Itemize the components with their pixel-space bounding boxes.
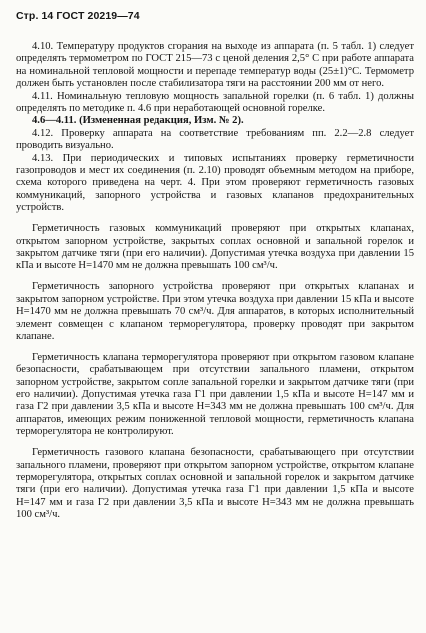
paragraph-safety-valve: Герметичность газового клапана безопасности, срабатывающего при отсутствии запального пламени, проверяют при открытом запорном устройстве, открытом клапане терморегулятора, открытых соплах основной и запальной горелок и закрытом датчике тяги (при его наличии). Допустимая утечка газа Г1 при давлении 1,5 кПа и высоте Н=147 мм и газа Г2 при давлении 3,5 кПа и высоте Н=343 мм не должна превышать 100 см³/ч. bbox=[16, 447, 414, 521]
paragraph-4-13: 4.13. При периодических и типовых испытаниях проверку герметичности газопроводов и мест их соединения (п. 2.10) проводят объемным методом на приборе, схема которого приведена на черт. 4. При этом проверяют герметичность газовых коммуникаций, запорного устройства и газовых клапанов предохранительных устройств. bbox=[16, 152, 414, 214]
paragraph-thermostat-valve: Герметичность клапана терморегулятора проверяют при открытом газовом клапане безопасности, срабатывающем при отсутствии запального пламени, открытом запорном устройстве, закрытом сопле запальной горелки и закрытом датчике тяги (при его наличии). Допустимая утечка газа Г1 при давлении 1,5 кПа и высоте Н=147 мм и газа Г2 при давлении 3,5 кПа и высоте Н=343 мм не должна превышать 100 см³/ч. Для аппаратов, имеющих режим пониженной тепловой мощности, герметичность клапана терморегулятора не контролируют. bbox=[16, 351, 414, 438]
paragraph-4-12: 4.12. Проверку аппарата на соответствие требованиям пп. 2.2—2.8 следует проводить визуально. bbox=[16, 127, 414, 152]
paragraph-gas-communications: Герметичность газовых коммуникаций проверяют при открытых клапанах, открытом запорном устройстве, закрытых соплах основной и запальной горелок и закрытом датчике тяги (при его наличии). Допустимая утечка воздуха при давлении 15 кПа и высоте Н=1470 мм не должна превышать 100 см³/ч. bbox=[16, 223, 414, 272]
paragraph-4-11: 4.11. Номинальную тепловую мощность запальной горелки (п. 6 табл. 1) должны определять по методике п. 4.6 при неработающей основной горелке. bbox=[16, 90, 414, 115]
amendment-note: 4.6—4.11. (Измененная редакция, Изм. № 2). bbox=[32, 115, 244, 127]
document-body bbox=[16, 41, 414, 522]
paragraph-shutoff-device: Герметичность запорного устройства проверяют при открытых клапанах и закрытом запорном устройстве. При этом утечка воздуха при давлении 15 кПа и высоте Н=1470 мм не должна превышать 70 см³/ч. Для аппаратов, в которых исполнительный элемент совмещен с клапаном терморегулятора, проверку проводят при закрытом клапане. bbox=[16, 281, 414, 342]
page-header: Стр. 14 ГОСТ 20219—74 bbox=[16, 10, 140, 22]
paragraph-4-10: 4.10. Температуру продуктов сгорания на выходе из аппарата (п. 5 табл. 1) следует определять термометром по ГОСТ 215—73 с ценой деления 2,5° С при работе аппарата на номинальной тепловой мощности и перепаде температур воды (25±1)°С. Термометр должен быть установлен после стабилизатора тяги на расстоянии 200 мм от него. bbox=[16, 41, 414, 90]
